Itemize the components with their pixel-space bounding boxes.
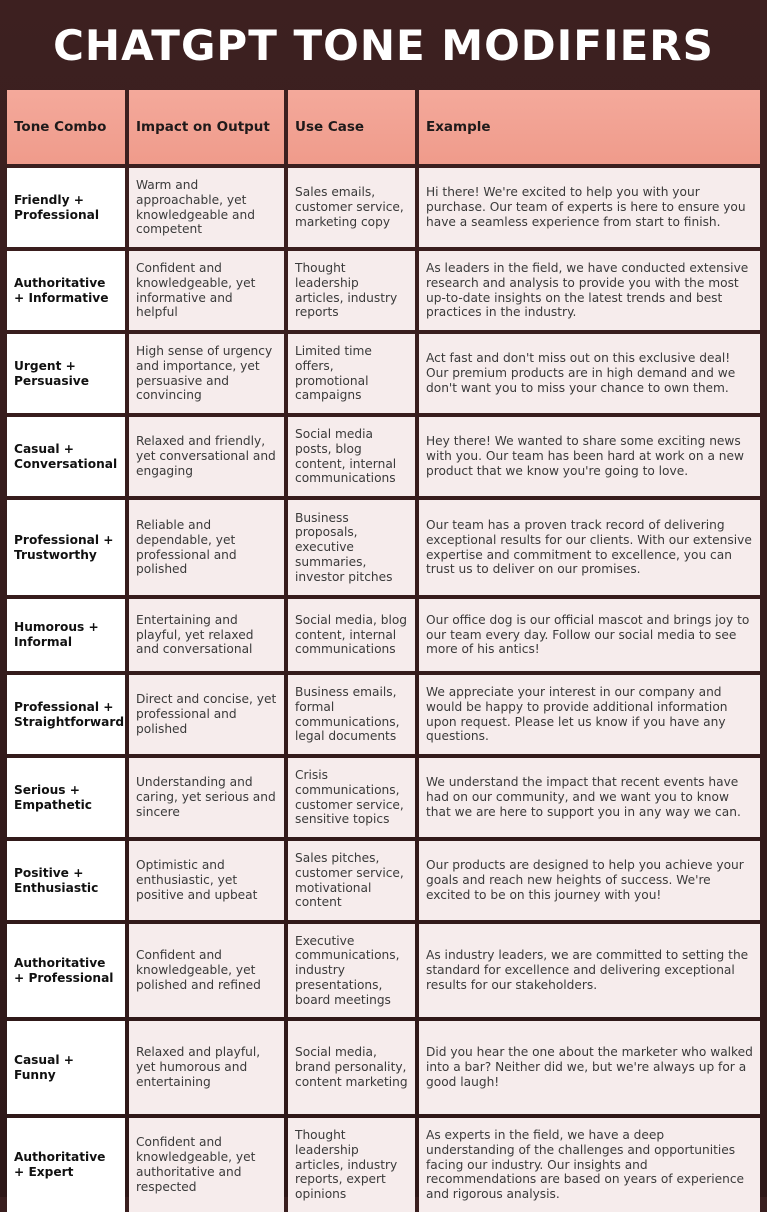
example-cell: Act fast and don't miss out on this exclusive deal! Our premium products are in high demand and we don't want you to miss your chance to own them. xyxy=(419,334,760,413)
tone-combo-cell: Authoritative + Expert xyxy=(7,1118,125,1212)
page-title: CHATGPT TONE MODIFIERS xyxy=(53,21,714,70)
example-cell: Our office dog is our official mascot and brings joy to our team every day. Follow our social media to see more of his antics! xyxy=(419,599,760,671)
impact-cell: Relaxed and friendly, yet conversational and engaging xyxy=(129,417,284,496)
impact-cell: Relaxed and playful, yet humorous and entertaining xyxy=(129,1021,284,1114)
header-example: Example xyxy=(419,90,760,164)
impact-cell: Confident and knowledgeable, yet authoritative and respected xyxy=(129,1118,284,1212)
impact-cell: Direct and concise, yet professional and polished xyxy=(129,675,284,754)
tone-combo-cell: Urgent + Persuasive xyxy=(7,334,125,413)
use-case-cell: Social media, blog content, internal communications xyxy=(288,599,415,671)
example-cell: We appreciate your interest in our company and would be happy to provide additional information upon request. Please let us know if you have any questions. xyxy=(419,675,760,754)
tone-combo-cell: Friendly + Professional xyxy=(7,168,125,247)
use-case-cell: Executive communications, industry presentations, board meetings xyxy=(288,924,415,1017)
tone-combo-cell: Professional + Straightforward xyxy=(7,675,125,754)
example-cell: As experts in the field, we have a deep understanding of the challenges and opportunities facing our industry. Our insights and recommendations are based on years of experience and rigorous analysis. xyxy=(419,1118,760,1212)
tone-combo-cell: Casual + Conversational xyxy=(7,417,125,496)
use-case-cell: Thought leadership articles, industry reports xyxy=(288,251,415,330)
use-case-cell: Social media posts, blog content, internal communications xyxy=(288,417,415,496)
use-case-cell: Crisis communications, customer service, sensitive topics xyxy=(288,758,415,837)
use-case-cell: Business proposals, executive summaries, investor pitches xyxy=(288,500,415,595)
impact-cell: Entertaining and playful, yet relaxed and conversational xyxy=(129,599,284,671)
use-case-cell: Limited time offers, promotional campaigns xyxy=(288,334,415,413)
tone-combo-cell: Casual + Funny xyxy=(7,1021,125,1114)
example-cell: As industry leaders, we are committed to setting the standard for excellence and delivering exceptional results for our stakeholders. xyxy=(419,924,760,1017)
header-impact: Impact on Output xyxy=(129,90,284,164)
example-cell: Our team has a proven track record of delivering exceptional results for our clients. With our extensive expertise and commitment to excellence, you can trust us to deliver on our promises. xyxy=(419,500,760,595)
use-case-cell: Thought leadership articles, industry reports, expert opinions xyxy=(288,1118,415,1212)
use-case-cell: Business emails, formal communications, legal documents xyxy=(288,675,415,754)
tone-table xyxy=(7,90,760,1212)
impact-cell: High sense of urgency and importance, yet persuasive and convincing xyxy=(129,334,284,413)
tone-combo-cell: Authoritative + Professional xyxy=(7,924,125,1017)
example-cell: As leaders in the field, we have conducted extensive research and analysis to provide you with the most up-to-date insights on the latest trends and best practices in the industry. xyxy=(419,251,760,330)
tone-combo-cell: Humorous + Informal xyxy=(7,599,125,671)
example-cell: Hey there! We wanted to share some exciting news with you. Our team has been hard at work on a new product that we know you're going to love. xyxy=(419,417,760,496)
impact-cell: Reliable and dependable, yet professional and polished xyxy=(129,500,284,595)
example-cell: Hi there! We're excited to help you with your purchase. Our team of experts is here to ensure you have a seamless experience from start to finish. xyxy=(419,168,760,247)
impact-cell: Optimistic and enthusiastic, yet positive and upbeat xyxy=(129,841,284,920)
tone-combo-cell: Positive + Enthusiastic xyxy=(7,841,125,920)
tone-combo-cell: Serious + Empathetic xyxy=(7,758,125,837)
tone-combo-cell: Authoritative + Informative xyxy=(7,251,125,330)
impact-cell: Understanding and caring, yet serious and sincere xyxy=(129,758,284,837)
use-case-cell: Sales pitches, customer service, motivational content xyxy=(288,841,415,920)
example-cell: Our products are designed to help you achieve your goals and reach new heights of success. We're excited to be on this journey with you! xyxy=(419,841,760,920)
tone-combo-cell: Professional + Trustworthy xyxy=(7,500,125,595)
use-case-cell: Social media, brand personality, content marketing xyxy=(288,1021,415,1114)
example-cell: We understand the impact that recent events have had on our community, and we want you to know that we are here to support you in any way we can. xyxy=(419,758,760,837)
impact-cell: Confident and knowledgeable, yet informative and helpful xyxy=(129,251,284,330)
header-tone-combo: Tone Combo xyxy=(7,90,125,164)
impact-cell: Confident and knowledgeable, yet polished and refined xyxy=(129,924,284,1017)
example-cell: Did you hear the one about the marketer who walked into a bar? Neither did we, but we're always up for a good laugh! xyxy=(419,1021,760,1114)
impact-cell: Warm and approachable, yet knowledgeable and competent xyxy=(129,168,284,247)
header-use-case: Use Case xyxy=(288,90,415,164)
use-case-cell: Sales emails, customer service, marketing copy xyxy=(288,168,415,247)
